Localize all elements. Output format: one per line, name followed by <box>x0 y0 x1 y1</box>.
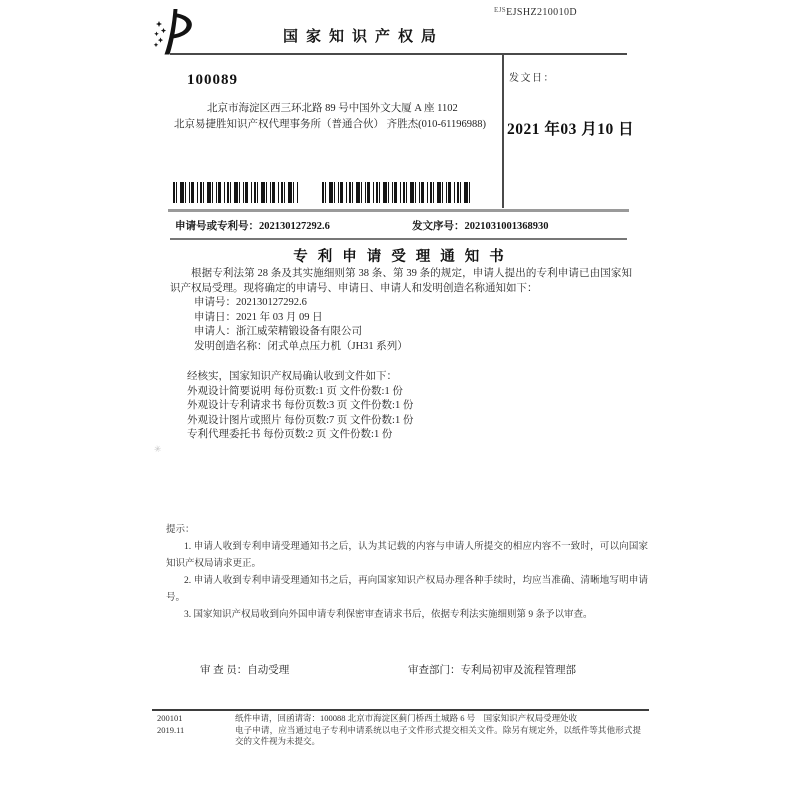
faint-stamp-mark: ✳ <box>152 443 163 455</box>
document-code-prefix: EJS <box>494 6 507 14</box>
field-applicant: 申请人：浙江威荣精锻设备有限公司 <box>194 326 362 337</box>
header-rule <box>170 53 627 55</box>
hint-item-2: 2. 申请人收到专利申请受理通知书之后，再向国家知识产权局办理各种手续时，均应当准确、清晰地写明申请号。 <box>166 576 648 603</box>
received-doc-2: 外观设计专利请求书 每份页数:3 页 文件份数:1 份 <box>187 400 414 411</box>
application-number-barcode <box>173 182 298 203</box>
footer-code-2: 2019.11 <box>157 724 185 735</box>
field-filing-date: 申请日：2021 年 03 月 09 日 <box>194 311 323 323</box>
received-doc-1: 外观设计简要说明 每份页数:1 页 文件份数:1 份 <box>187 385 403 397</box>
numbers-row <box>0 218 800 234</box>
document-code-value: EJSHZ210010D <box>506 7 578 18</box>
cnipa-logo-icon <box>150 8 200 56</box>
received-intro: 经核实，国家知识产权局确认收到文件如下： <box>187 371 397 382</box>
examiner: 审 查 员：自动受理 <box>200 665 290 676</box>
footer-form-codes <box>157 713 184 736</box>
footer-paper-instruction: 纸件申请，回函请寄：100088 北京市海淀区蓟门桥西土城路 6 号 国家知识产权局受理处收 <box>235 713 578 723</box>
address-line-1: 北京市海淀区西三环北路 89 号中国外文大厦 A 座 1102 <box>207 103 458 114</box>
received-doc-4: 专利代理委托书 每份页数:2 页 文件份数:1 份 <box>187 429 393 440</box>
numbers-section-rule <box>170 238 627 240</box>
received-doc-3: 外观设计图片或照片 每份页数:7 页 文件份数:1 份 <box>187 414 414 426</box>
field-application-number: 申请号：202130127292.6 <box>194 297 307 308</box>
footer-code-1: 200101 <box>157 713 183 723</box>
footer-electronic-instruction: 电子申请，应当通过电子专利申请系统以电子文件形式提交相关文件。除另有规定外，以纸件等其他形式提交的文件视为未提交。 <box>235 724 641 746</box>
hint-item-3: 3. 国家知识产权局收到向外国申请专利保密审查请求书后，依据专利法实施细则第 9 条予以审查。 <box>184 610 593 620</box>
field-invention-title: 发明创造名称：闭式单点压力机（JH31 系列） <box>194 340 408 352</box>
spacer <box>170 354 632 370</box>
dispatch-date-label: 发文日： <box>509 73 555 84</box>
serial-number-barcode <box>322 182 472 203</box>
dispatch-date-value: 2021 年03 月10 日 <box>507 121 635 138</box>
barcode-section-rule <box>168 209 629 212</box>
footer-rule <box>152 709 649 711</box>
serial-number: 发文序号：2021031001368930 <box>412 221 549 232</box>
document-code <box>494 6 577 18</box>
examination-department: 审查部门：专利局初审及流程管理部 <box>408 665 576 676</box>
notice-body <box>170 267 632 443</box>
application-number: 申请号或专利号：202130127292.6 <box>175 221 330 232</box>
signoff-row <box>0 662 800 678</box>
agency-title: 国家知识产权局 <box>283 29 445 45</box>
intro-paragraph: 根据专利法第 28 条及其实施细则第 38 条、第 39 条的规定，申请人提出的专利申请已由国家知识产权局受理。现将确定的申请号、申请日、申请人和发明创造名称通知如下： <box>170 268 632 294</box>
footer-instructions <box>235 713 641 748</box>
hint-item-1: 1. 申请人收到专利申请受理通知书之后，认为其记载的内容与申请人所提交的相应内容不一致时，可以向国家知识产权局请求更正。 <box>166 542 648 569</box>
hints-label: 提示： <box>166 525 195 535</box>
notice-title: 专利申请受理通知书 <box>293 249 514 265</box>
postal-code: 100089 <box>187 72 238 88</box>
address-line-2: 北京易捷胜知识产权代理事务所（普通合伙） 齐胜杰(010-61196988) <box>174 119 486 130</box>
hints-section <box>166 522 648 624</box>
address-date-divider <box>502 54 504 208</box>
